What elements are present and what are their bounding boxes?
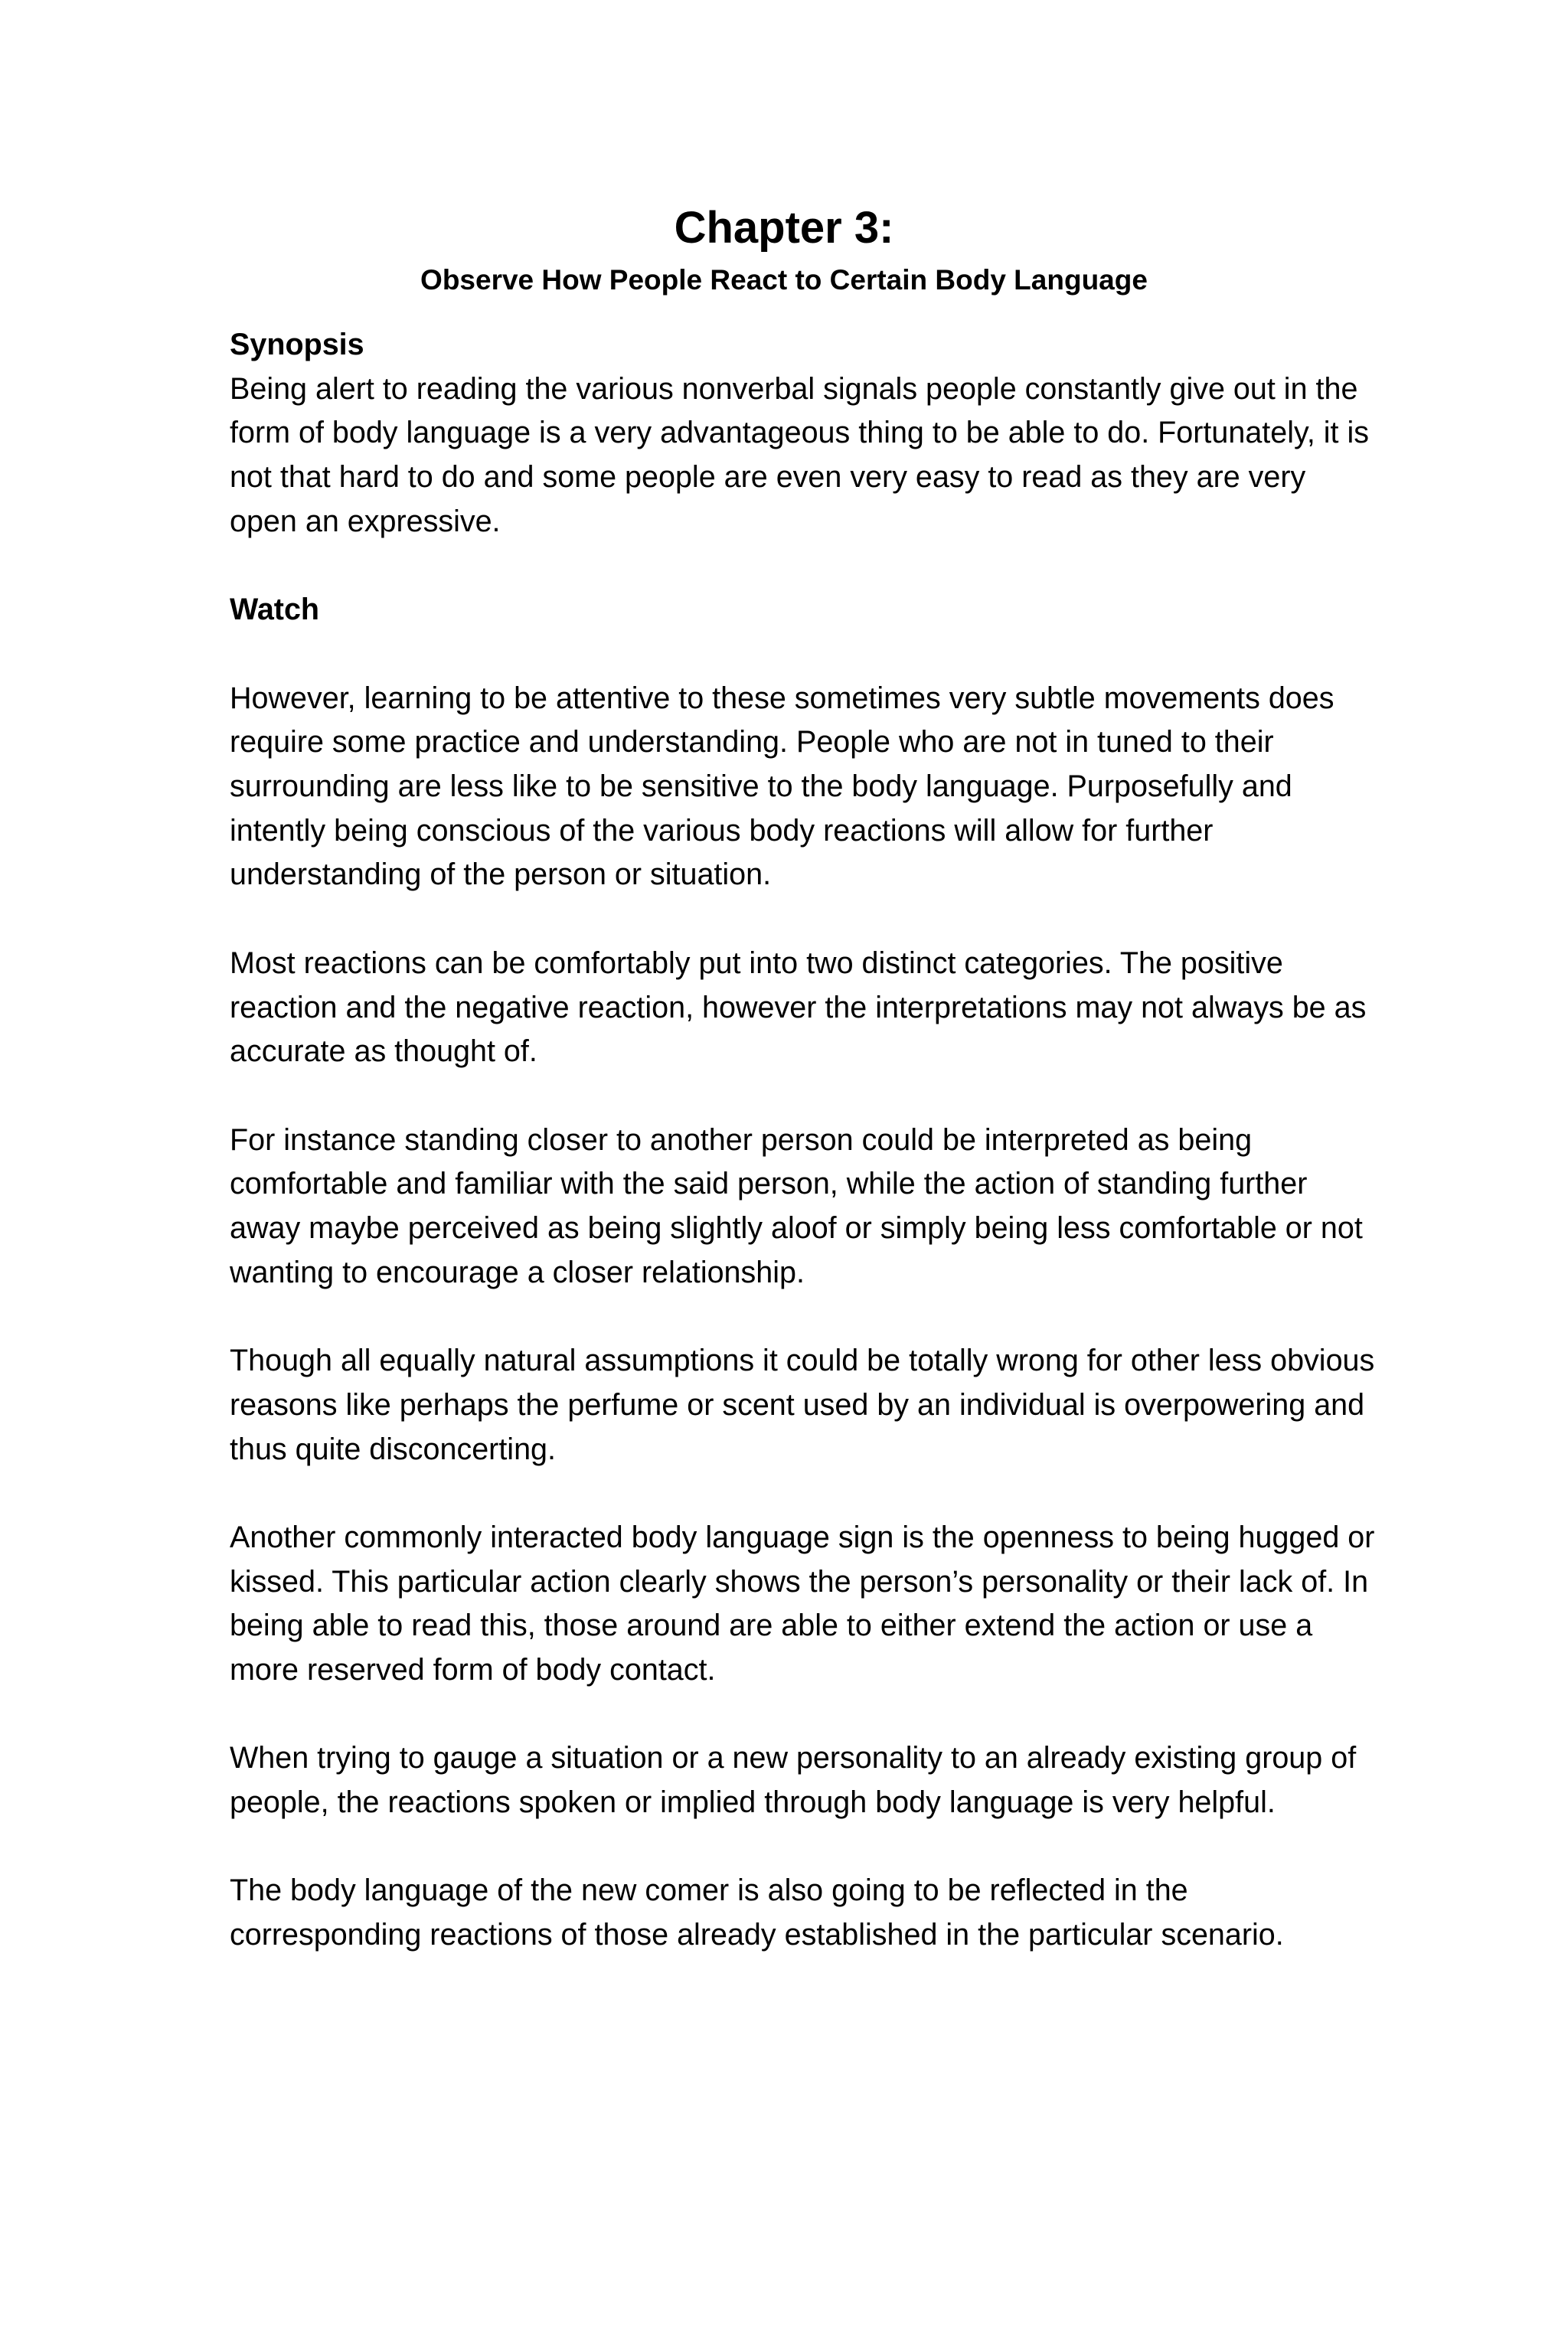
- paragraph-gap: [230, 544, 1378, 589]
- watch-heading: Watch: [230, 593, 320, 627]
- paragraph-gap: [230, 632, 1378, 677]
- paragraph-gap: [230, 1074, 1378, 1119]
- paragraph-gap: [230, 1295, 1378, 1339]
- body-paragraph-3: For instance standing closer to another person could be interpreted as being comfortable and familiar with the said person, while the action of standing further away maybe perceived as being slightly aloof or simply being less comfortable or not wanting to encourage a closer relationship.: [230, 1122, 1363, 1289]
- paragraph-gap: [230, 1693, 1378, 1737]
- paragraph-gap: [230, 1825, 1378, 1870]
- synopsis-paragraph: Being alert to reading the various nonverbal signals people constantly give out in the form of body language is a very advantageous thing to be able to do. Fortunately, it is not that hard to do and some people are even very easy to read as they are very open an expressive.: [230, 371, 1370, 538]
- body-paragraph-4: Though all equally natural assumptions it could be totally wrong for other less obvious reasons like perhaps the perfume or scent used by an individual is overpowering and thus quite disconcerting.: [230, 1344, 1375, 1466]
- chapter-title: Chapter 3:: [674, 203, 894, 253]
- paragraph-gap: [230, 1472, 1378, 1516]
- body-paragraph-6: When trying to gauge a situation or a new personality to an already existing group of people, the reactions spoken or implied through body language is very helpful.: [230, 1741, 1357, 1820]
- chapter-body: [230, 323, 1378, 1958]
- body-paragraph-7: The body language of the new comer is also going to be reflected in the corresponding reactions of those already established in the particular scenario.: [230, 1873, 1284, 1952]
- body-paragraph-1: However, learning to be attentive to these sometimes very subtle movements does require some practice and understanding. People who are not in tuned to their surrounding are less like to be sensitive to the body language. Purposefully and intently being conscious of the various body reactions will allow for further understanding of the person or situation.: [230, 681, 1334, 892]
- synopsis-heading: Synopsis: [230, 328, 364, 361]
- paragraph-gap: [230, 897, 1378, 942]
- chapter-subtitle: Observe How People React to Certain Body Language: [420, 264, 1148, 296]
- body-paragraph-2: Most reactions can be comfortably put into two distinct categories. The positive reaction and the negative reaction, however the interpretations may not always be as accurate as thought of.: [230, 946, 1367, 1069]
- body-paragraph-5: Another commonly interacted body language sign is the openness to being hugged or kissed. This particular action clearly shows the person’s personality or their lack of. In being able to read this, those around are able to either extend the action or use a more reserved form of body contact.: [230, 1520, 1375, 1687]
